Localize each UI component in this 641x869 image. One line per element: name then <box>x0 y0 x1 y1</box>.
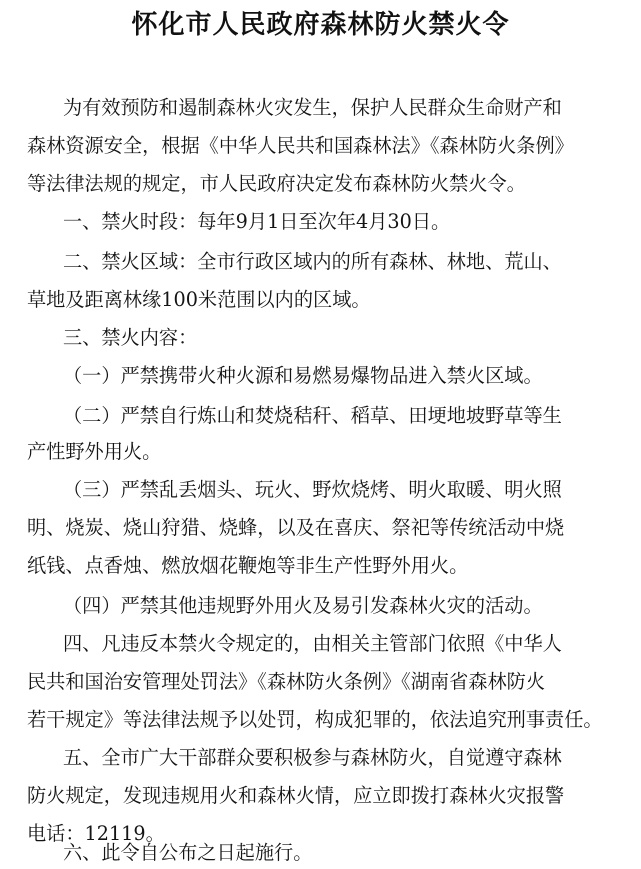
item-1: （一）严禁携带火种火源和易燃易爆物品进入禁火区域。 <box>63 364 543 387</box>
section-4-penalty: 四、凡违反本禁火令规定的，由相关主管部门依照《中华人 <box>63 632 562 655</box>
item-2: （二）严禁自行炼山和焚烧秸秆、稻草、田埂地坡野草等生 <box>63 404 562 427</box>
section-1-period: 一、禁火时段：每年9月1日至次年4月30日。 <box>63 210 451 233</box>
body-line-1: 为有效预防和遏制森林火灾发生，保护人民群众生命财产和 <box>63 96 562 119</box>
item-2-cont: 产性野外用火。 <box>27 440 162 463</box>
section-5-participation-cont-1: 防火规定，发现违规用火和森林火情，应立即拨打森林火灾报警 <box>27 784 565 807</box>
document-title: 怀化市人民政府森林防火禁火令 <box>131 10 510 40</box>
item-3: （三）严禁乱丢烟头、玩火、野炊烧烤、明火取暖、明火照 <box>63 478 562 501</box>
section-2-area: 二、禁火区域：全市行政区域内的所有森林、林地、荒山、 <box>63 250 562 273</box>
item-4: （四）严禁其他违规野外用火及易引发森林火灾的活动。 <box>63 594 543 617</box>
body-line-3: 等法律法规的规定，市人民政府决定发布森林防火禁火令。 <box>27 172 526 195</box>
section-5-participation: 五、全市广大干部群众要积极参与森林防火，自觉遵守森林 <box>63 746 562 769</box>
item-3-cont-1: 明、烧炭、烧山狩猎、烧蜂，以及在喜庆、祭祀等传统活动中烧 <box>27 516 565 539</box>
body-line-2: 森林资源安全，根据《中华人民共和国森林法》《森林防火条例》 <box>27 134 574 157</box>
section-4-penalty-cont-1: 民共和国治安管理处罚法》《森林防火条例》《湖南省森林防火 <box>27 670 546 693</box>
section-6-effective: 六、此令自公布之日起施行。 <box>63 841 313 864</box>
section-3-heading: 三、禁火内容： <box>63 326 198 349</box>
section-5-phone: 电话：12119。 <box>27 822 165 845</box>
item-3-cont-2: 纸钱、点香烛、燃放烟花鞭炮等非生产性野外用火。 <box>27 554 469 577</box>
section-4-penalty-cont-2: 若干规定》等法律法规予以处罚，构成犯罪的，依法追究刑事责任。 <box>27 708 603 731</box>
section-2-area-cont: 草地及距离林缘100米范围以内的区域。 <box>27 288 371 311</box>
